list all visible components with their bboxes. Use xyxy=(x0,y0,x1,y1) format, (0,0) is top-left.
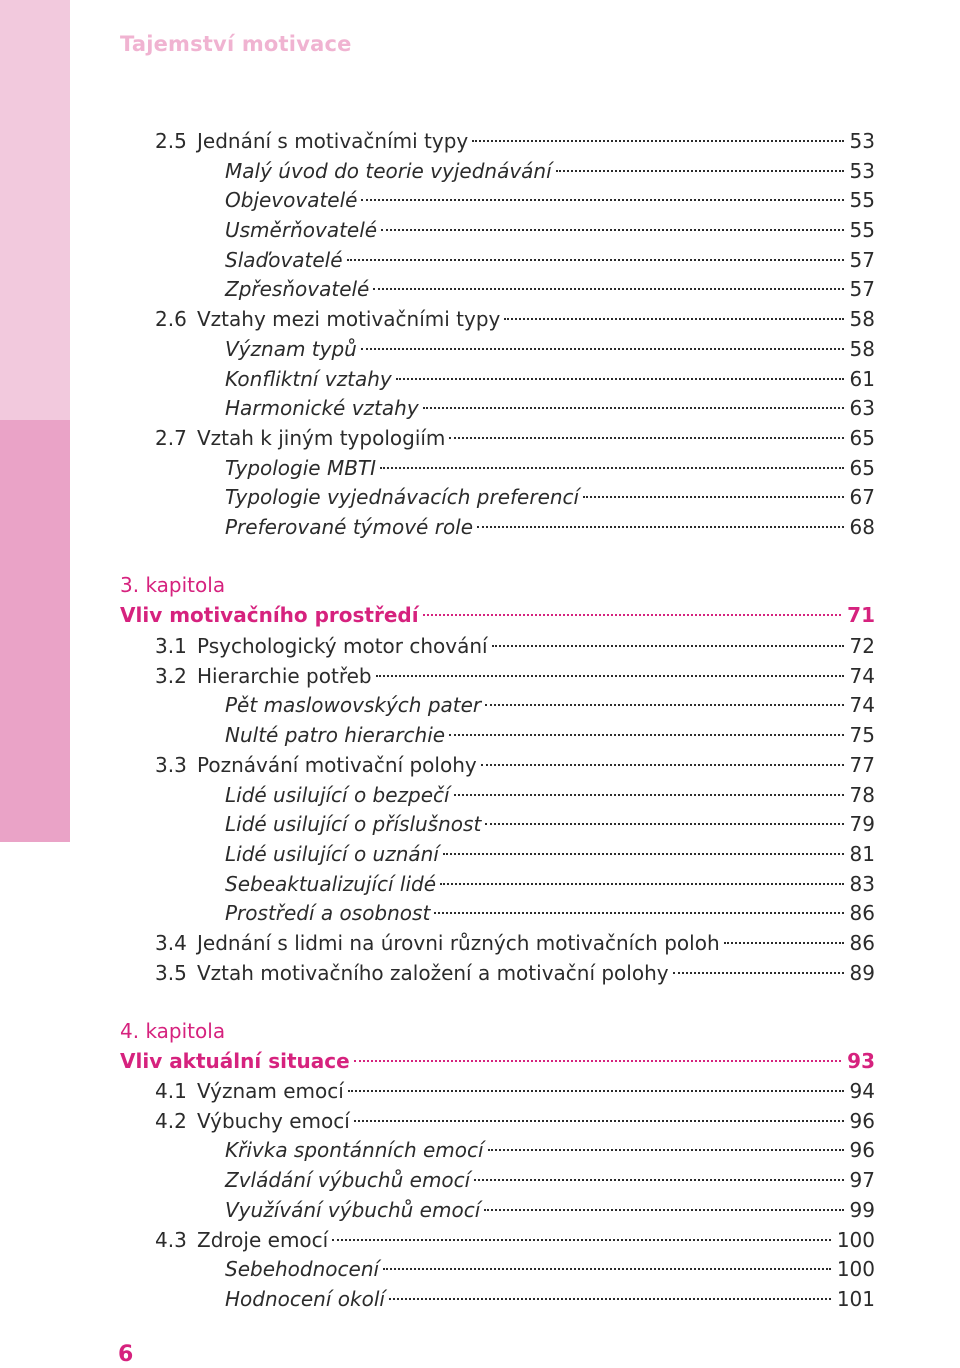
toc-entry-number: 2.6 xyxy=(155,307,187,331)
toc-entry-page: 94 xyxy=(849,1079,875,1103)
toc-entry[interactable] xyxy=(225,839,875,869)
toc-entry-title: Vliv motivačního prostředí xyxy=(120,603,419,627)
toc-entry-page: 89 xyxy=(849,961,875,985)
toc-entry[interactable] xyxy=(155,958,875,988)
toc-entry-page: 72 xyxy=(849,634,875,658)
toc-entry-page: 100 xyxy=(836,1257,875,1281)
toc-entry[interactable] xyxy=(225,809,875,839)
toc-entry-title: Lidé usilující o bezpečí xyxy=(225,783,450,807)
toc-entry-page: 57 xyxy=(849,277,875,301)
toc-dot-leader xyxy=(449,437,843,439)
toc-dot-leader xyxy=(354,1120,844,1122)
toc-entry-title: Malý úvod do teorie vyjednávání xyxy=(225,159,552,183)
toc-dot-leader xyxy=(423,614,842,616)
toc-dot-leader xyxy=(673,972,844,974)
toc-entry[interactable] xyxy=(155,928,875,958)
toc-dot-leader xyxy=(556,170,844,172)
toc-entry-title: Lidé usilující o příslušnost xyxy=(225,812,482,836)
toc-entry-page: 78 xyxy=(849,783,875,807)
toc-entry-number: 4.2 xyxy=(155,1109,187,1133)
toc-dot-leader xyxy=(361,348,844,350)
toc-entry-page: 86 xyxy=(849,931,875,955)
toc-entry-page: 81 xyxy=(849,842,875,866)
running-header: Tajemství motivace xyxy=(120,32,352,56)
toc-entry-number: 3.2 xyxy=(155,664,187,688)
toc-dot-leader xyxy=(477,526,844,528)
toc-entry-title: Význam typů xyxy=(225,337,357,361)
chapter-label: 4. kapitola xyxy=(120,1019,226,1043)
toc-entry[interactable] xyxy=(225,1195,875,1225)
toc-entry[interactable] xyxy=(155,1076,875,1106)
toc-entry-number: 2.5 xyxy=(155,129,187,153)
toc-chapter-entry[interactable] xyxy=(120,600,875,630)
toc-entry[interactable] xyxy=(155,304,875,334)
toc-entry-page: 65 xyxy=(849,456,875,480)
toc-dot-leader xyxy=(449,734,843,736)
toc-entry-page: 75 xyxy=(849,723,875,747)
toc-dot-leader xyxy=(361,199,843,201)
toc-entry-page: 55 xyxy=(849,188,875,212)
toc-entry-title: Konfliktní vztahy xyxy=(225,367,392,391)
toc-entry-page: 53 xyxy=(849,129,875,153)
toc-dot-leader xyxy=(485,823,843,825)
toc-entry-page: 79 xyxy=(849,812,875,836)
toc-entry[interactable] xyxy=(225,512,875,542)
toc-entry-title: Křivka spontánních emocí xyxy=(225,1138,484,1162)
toc-entry[interactable] xyxy=(225,690,875,720)
toc-entry[interactable] xyxy=(225,780,875,810)
page-number: 6 xyxy=(118,1342,134,1367)
toc-entry-title: Prostředí a osobnost xyxy=(225,901,431,925)
toc-entry-title: Objevovatelé xyxy=(225,188,358,212)
toc-entry[interactable] xyxy=(225,1254,875,1284)
toc-entry-page: 99 xyxy=(849,1198,875,1222)
toc-entry[interactable] xyxy=(155,423,875,453)
toc-entry-title: Vliv aktuální situace xyxy=(120,1049,350,1073)
toc-entry-number: 3.4 xyxy=(155,931,187,955)
toc-entry[interactable] xyxy=(225,274,875,304)
toc-entry-page: 96 xyxy=(849,1138,875,1162)
toc-dot-leader xyxy=(389,1298,831,1300)
toc-entry-page: 86 xyxy=(849,901,875,925)
toc-entry-page: 100 xyxy=(836,1228,875,1252)
toc-chapter-entry[interactable] xyxy=(120,1046,875,1076)
toc-dot-leader xyxy=(383,1268,831,1270)
toc-entry[interactable] xyxy=(225,1135,875,1165)
toc-entry[interactable] xyxy=(225,364,875,394)
toc-entry-title: Typologie MBTI xyxy=(225,456,377,480)
toc-entry-number: 3.5 xyxy=(155,961,187,985)
toc-entry[interactable] xyxy=(225,1165,875,1195)
toc-entry-title: Výbuchy emocí xyxy=(197,1109,350,1133)
toc-entry[interactable] xyxy=(155,750,875,780)
toc-entry-title: Využívání výbuchů emocí xyxy=(225,1198,481,1222)
toc-entry-page: 58 xyxy=(849,307,875,331)
toc-dot-leader xyxy=(348,1090,844,1092)
toc-entry-title: Zdroje emocí xyxy=(197,1228,329,1252)
toc-entry-page: 93 xyxy=(847,1049,875,1073)
toc-entry-title: Jednání s lidmi na úrovni různých motivačních poloh xyxy=(197,931,720,955)
toc-entry[interactable] xyxy=(155,126,875,156)
toc-dot-leader xyxy=(484,1209,843,1211)
toc-entry-page: 71 xyxy=(847,603,875,627)
toc-entry[interactable] xyxy=(225,720,875,750)
toc-entry-page: 63 xyxy=(849,396,875,420)
toc-entry-title: Typologie vyjednávacích preferencí xyxy=(225,485,580,509)
toc-entry[interactable] xyxy=(225,453,875,483)
toc-entry[interactable] xyxy=(225,215,875,245)
toc-dot-leader xyxy=(347,259,844,261)
toc-entry-number: 4.1 xyxy=(155,1079,187,1103)
toc-entry-title: Poznávání motivační polohy xyxy=(197,753,477,777)
toc-dot-leader xyxy=(485,704,843,706)
toc-entry-page: 96 xyxy=(849,1109,875,1133)
toc-entry[interactable] xyxy=(155,1225,875,1255)
toc-entry[interactable] xyxy=(225,898,875,928)
toc-dot-leader xyxy=(376,675,844,677)
toc-dot-leader xyxy=(472,140,843,142)
toc-dot-leader xyxy=(443,853,844,855)
toc-entry[interactable] xyxy=(155,631,875,661)
toc-entry-page: 55 xyxy=(849,218,875,242)
toc-dot-leader xyxy=(381,229,843,231)
toc-dot-leader xyxy=(481,764,844,766)
toc-entry-title: Harmonické vztahy xyxy=(225,396,419,420)
chapter-label: 3. kapitola xyxy=(120,573,226,597)
toc-entry-page: 65 xyxy=(849,426,875,450)
toc-entry-title: Slaďovatelé xyxy=(225,248,343,272)
toc-dot-leader xyxy=(724,942,844,944)
toc-entry[interactable] xyxy=(155,1106,875,1136)
toc-dot-leader xyxy=(440,883,844,885)
toc-dot-leader xyxy=(454,794,844,796)
toc-dot-leader xyxy=(373,288,843,290)
toc-entry[interactable] xyxy=(225,185,875,215)
toc-entry[interactable] xyxy=(225,393,875,423)
toc-entry-page: 68 xyxy=(849,515,875,539)
toc-dot-leader xyxy=(332,1239,831,1241)
toc-dot-leader xyxy=(504,318,843,320)
toc-dot-leader xyxy=(354,1060,841,1062)
toc-entry[interactable] xyxy=(225,869,875,899)
toc-entry[interactable] xyxy=(225,1284,875,1314)
toc-entry-number: 4.3 xyxy=(155,1228,187,1252)
toc-entry-title: Preferované týmové role xyxy=(225,515,474,539)
toc-entry-page: 53 xyxy=(849,159,875,183)
toc-dot-leader xyxy=(474,1179,843,1181)
toc-entry-title: Zvládání výbuchů emocí xyxy=(225,1168,471,1192)
toc-entry-page: 74 xyxy=(849,693,875,717)
toc-entry[interactable] xyxy=(155,661,875,691)
toc-entry-title: Lidé usilující o uznání xyxy=(225,842,439,866)
toc-entry-page: 61 xyxy=(849,367,875,391)
toc-entry-page: 77 xyxy=(849,753,875,777)
toc-dot-leader xyxy=(380,467,844,469)
toc-entry[interactable] xyxy=(225,156,875,186)
toc-entry-title: Vztah motivačního založení a motivační polohy xyxy=(197,961,669,985)
toc-entry-page: 101 xyxy=(836,1287,875,1311)
toc-entry-page: 97 xyxy=(849,1168,875,1192)
toc-entry-title: Jednání s motivačními typy xyxy=(197,129,469,153)
toc-entry-page: 57 xyxy=(849,248,875,272)
toc-dot-leader xyxy=(488,1149,844,1151)
toc-dot-leader xyxy=(434,912,843,914)
toc-entry[interactable] xyxy=(225,482,875,512)
toc-entry-title: Hodnocení okolí xyxy=(225,1287,385,1311)
toc-entry[interactable] xyxy=(225,245,875,275)
toc-entry-title: Usměrňovatelé xyxy=(225,218,378,242)
toc-entry-page: 74 xyxy=(849,664,875,688)
toc-entry-number: 2.7 xyxy=(155,426,187,450)
toc-entry-title: Vztahy mezi motivačními typy xyxy=(197,307,501,331)
toc-entry-page: 67 xyxy=(849,485,875,509)
toc-entry-title: Nulté patro hierarchie xyxy=(225,723,446,747)
toc-entry-title: Vztah k jiným typologiím xyxy=(197,426,446,450)
toc-dot-leader xyxy=(396,378,844,380)
toc-entry-title: Zpřesňovatelé xyxy=(225,277,370,301)
toc-dot-leader xyxy=(492,645,844,647)
toc-entry-page: 58 xyxy=(849,337,875,361)
toc-entry-number: 3.3 xyxy=(155,753,187,777)
toc-entry-page: 83 xyxy=(849,872,875,896)
toc-dot-leader xyxy=(423,407,844,409)
toc-entry[interactable] xyxy=(225,334,875,364)
toc-entry-title: Psychologický motor chování xyxy=(197,634,488,658)
toc-entry-title: Význam emocí xyxy=(197,1079,344,1103)
toc-entry-number: 3.1 xyxy=(155,634,187,658)
toc-entry-title: Hierarchie potřeb xyxy=(197,664,372,688)
toc-entry-title: Pět maslowovských pater xyxy=(225,693,482,717)
toc-dot-leader xyxy=(583,496,843,498)
toc-entry-title: Sebeaktualizující lidé xyxy=(225,872,437,896)
toc-entry-title: Sebehodnocení xyxy=(225,1257,380,1281)
